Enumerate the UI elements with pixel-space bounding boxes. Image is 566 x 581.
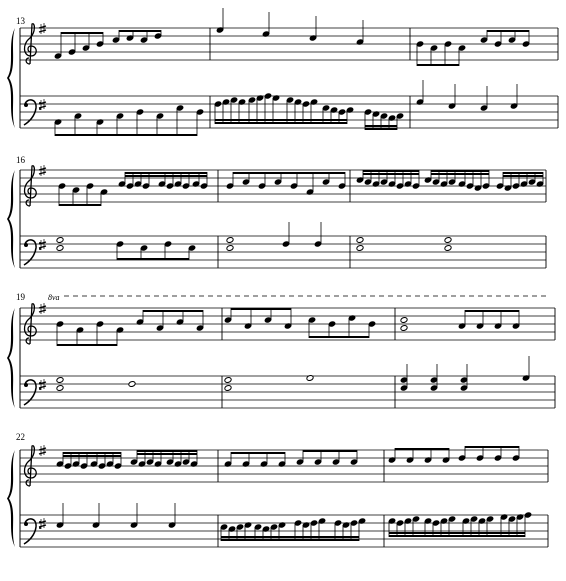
notehead xyxy=(356,245,364,252)
beam xyxy=(59,204,101,206)
beam xyxy=(231,308,291,310)
beam xyxy=(389,532,525,534)
notehead xyxy=(444,245,452,252)
key-sharp xyxy=(39,310,46,312)
beam xyxy=(395,448,449,450)
bass-clef-dot xyxy=(24,243,28,247)
key-sharp xyxy=(39,246,46,248)
beam xyxy=(503,175,543,177)
notehead xyxy=(226,237,234,244)
notehead xyxy=(56,237,64,244)
key-sharp xyxy=(39,525,46,527)
beam xyxy=(137,450,197,452)
measure-number: 13 xyxy=(16,16,25,26)
beam xyxy=(63,452,121,454)
beam xyxy=(117,258,189,260)
beam xyxy=(465,446,519,448)
system-4 xyxy=(16,432,25,442)
beam xyxy=(417,64,459,66)
beam xyxy=(57,344,117,346)
key-sharp xyxy=(39,30,46,32)
notehead xyxy=(56,245,64,252)
notehead xyxy=(400,317,408,324)
beam xyxy=(363,170,419,172)
measure-number: 19 xyxy=(16,292,25,302)
beam xyxy=(221,539,359,541)
beam xyxy=(365,128,397,130)
key-sharp xyxy=(39,452,46,454)
beam xyxy=(309,336,369,338)
beam xyxy=(233,172,345,174)
beam xyxy=(389,535,525,537)
beam xyxy=(143,310,203,312)
beam xyxy=(365,125,397,127)
notehead xyxy=(128,381,136,388)
beam xyxy=(125,172,207,174)
bass-clef-dot xyxy=(24,103,28,107)
beam xyxy=(215,119,347,121)
beam xyxy=(119,30,161,32)
beam xyxy=(61,32,103,34)
notation-graphics xyxy=(7,8,558,547)
beam xyxy=(55,134,197,136)
notehead xyxy=(306,375,314,382)
notehead xyxy=(56,385,64,392)
key-sharp xyxy=(39,106,46,108)
notehead xyxy=(444,237,452,244)
measure-number: 16 xyxy=(16,155,25,165)
notehead xyxy=(226,245,234,252)
beam xyxy=(137,453,197,455)
beam xyxy=(431,170,489,172)
notehead xyxy=(224,385,232,392)
beam xyxy=(363,173,419,175)
beam xyxy=(303,450,357,452)
bass-clef-dot xyxy=(24,383,28,387)
measure-number: 22 xyxy=(16,432,25,442)
beam xyxy=(503,172,543,174)
brace xyxy=(7,450,15,547)
beam xyxy=(431,173,489,175)
brace xyxy=(7,28,15,128)
system-1 xyxy=(16,16,26,26)
beam xyxy=(215,122,347,124)
beam xyxy=(231,452,285,454)
beam xyxy=(125,175,207,177)
bass-clef-dot xyxy=(24,522,28,526)
notehead xyxy=(400,325,408,332)
notehead xyxy=(56,377,64,384)
system-3 xyxy=(16,292,60,302)
notehead xyxy=(224,377,232,384)
brace xyxy=(7,308,15,408)
beam xyxy=(221,536,359,538)
notehead xyxy=(356,237,364,244)
key-sharp xyxy=(39,172,46,174)
key-sharp xyxy=(39,386,46,388)
ottava-marking: 8va xyxy=(48,293,60,302)
beam xyxy=(487,30,529,32)
beam xyxy=(465,310,519,312)
system-2 xyxy=(16,155,26,165)
beam xyxy=(63,455,121,457)
brace xyxy=(7,170,15,268)
